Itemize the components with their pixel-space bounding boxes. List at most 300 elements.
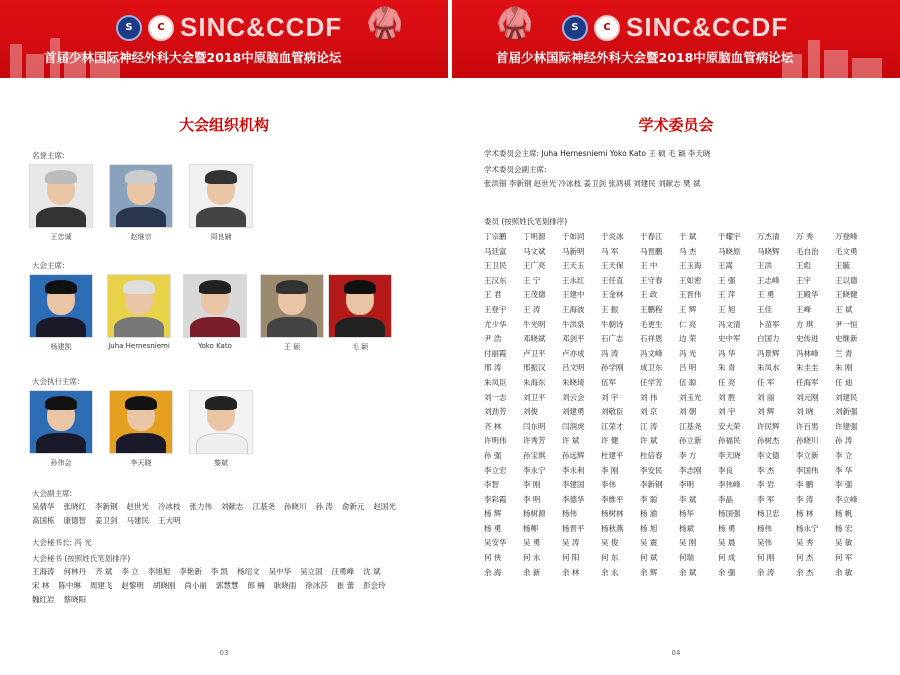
member-name: 丁明源 <box>523 232 546 241</box>
member-name: 任 军 <box>757 377 775 387</box>
secretary-name: 李 凯 <box>210 567 229 576</box>
member-name: 马晓辉 <box>757 246 780 256</box>
vice-chair-name: 赵世光 <box>126 502 149 511</box>
person-photo <box>183 274 247 338</box>
member-name: 许建强 <box>835 421 858 431</box>
member-name: 王任直 <box>601 275 624 285</box>
member-name: 李建国 <box>562 480 585 490</box>
member-name: 冯景辉 <box>757 348 780 358</box>
secretaries-list <box>32 565 412 607</box>
member-name: 孙宝琪 <box>523 450 546 460</box>
person-name: 孙伟会 <box>50 459 72 467</box>
member-name: 牛洪泉 <box>562 319 585 329</box>
member-name: 李晶 <box>718 494 733 504</box>
member-name: 马廷富 <box>484 246 507 256</box>
member-name: 王彪 <box>796 261 811 271</box>
vice-chair-name: 高国栋 <box>32 516 55 525</box>
member-name: 余 强 <box>718 567 736 577</box>
member-name: 何 东 <box>601 553 619 563</box>
member-name: 杨伟 <box>757 523 772 533</box>
member-name: 王以德 <box>835 275 858 285</box>
member-name: 吕 明 <box>679 363 697 373</box>
member-name: 李 刚 <box>601 465 619 475</box>
member-name: 李 军 <box>757 494 775 504</box>
secretary-name: 齐 斌 <box>95 567 113 576</box>
member-name: 杨树林 <box>601 509 624 519</box>
secretary-name: 崔 蕾 <box>336 581 355 590</box>
secretary-name: 彭会玲 <box>363 581 386 590</box>
member-name: 闫润虎 <box>562 421 585 431</box>
member-name: 孙立新 <box>679 436 702 446</box>
member-name: 冯 涛 <box>601 348 619 358</box>
person-card <box>109 164 173 242</box>
member-name: 李智 <box>484 480 499 490</box>
person-name: Yoko Kato <box>198 342 232 350</box>
vice-chair-name: 姜卫剑 <box>95 516 118 525</box>
member-name: 王 宁 <box>523 275 541 285</box>
member-name: 成卫东 <box>640 363 663 373</box>
member-name: 朱 刚 <box>835 363 853 373</box>
member-name: 何 杰 <box>796 553 814 563</box>
member-name: 吴 敏 <box>835 538 853 548</box>
conference-subtitle: 首届少林国际神经外科大会暨2018中原脑血管病论坛 <box>496 50 794 65</box>
person-card <box>260 274 324 352</box>
member-name: 毛自治 <box>796 246 819 256</box>
member-name: 李 岩 <box>757 480 775 490</box>
member-name: 史继新 <box>835 334 858 344</box>
person-card <box>328 274 392 352</box>
member-name: 王建中 <box>562 290 585 300</box>
member-name: 邢振汉 <box>523 363 546 373</box>
member-name: 毛更生 <box>640 319 663 329</box>
martial-arts-figure-icon: 🥋 <box>496 6 534 41</box>
member-name: 尹 浩 <box>484 334 502 344</box>
member-name: 卢亦成 <box>562 348 585 358</box>
member-name: 孙 涛 <box>835 436 853 446</box>
secretary-name: 周建飞 <box>89 581 113 590</box>
member-name: 何 斌 <box>640 553 658 563</box>
member-name: 李立峰 <box>835 494 858 504</box>
person-photo <box>189 390 253 454</box>
members-label: 委员 (按照姓氏笔划排序) <box>484 217 568 226</box>
member-name: 兰 青 <box>835 348 853 358</box>
member-name: 王玉海 <box>679 261 702 271</box>
sinc-logo-icon: S <box>116 15 142 41</box>
vice-chair-name: 冷冰枝 <box>158 502 181 511</box>
member-name: 李 杰 <box>757 465 775 475</box>
member-name: 刘玉光 <box>679 392 702 402</box>
member-name: 余 涛 <box>757 567 775 577</box>
ccdf-logo-icon: C <box>148 15 174 41</box>
member-name: 吴 俊 <box>601 538 619 548</box>
member-name: 许明伟 <box>484 436 507 446</box>
member-name: 余 林 <box>562 567 580 577</box>
person-photo <box>29 274 93 338</box>
member-name: 何 刚 <box>757 553 775 563</box>
member-name: 刘云会 <box>562 392 585 402</box>
member-name: 王晋伟 <box>679 290 702 300</box>
member-name: 孙远辉 <box>562 450 585 460</box>
member-name: 牛朝诗 <box>601 319 624 329</box>
member-name: 吴 刚 <box>679 538 697 548</box>
member-name: 王毓 <box>835 261 850 271</box>
member-name: 马文斌 <box>523 246 546 256</box>
member-name: 尤少华 <box>484 319 507 329</box>
member-name: 余 永 <box>601 567 619 577</box>
member-name: 何瑞 <box>679 553 694 563</box>
member-name: 李 斌 <box>679 494 697 504</box>
member-name: 王 涛 <box>523 304 541 314</box>
left-banner <box>0 0 448 78</box>
honorary-chair-label: 名誉主席: <box>32 151 65 160</box>
member-name: 何 侠 <box>484 553 502 563</box>
secretary-name: 耿晓雨 <box>273 581 297 590</box>
martial-arts-figure-icon: 🥋 <box>366 6 404 41</box>
member-name: 朱 青 <box>718 363 736 373</box>
member-name: 李永利 <box>562 465 585 475</box>
member-name: 万杰清 <box>757 232 780 241</box>
member-name: 余 斌 <box>679 567 697 577</box>
member-name: 李立宏 <box>484 465 507 475</box>
member-name: 任学芳 <box>640 377 663 387</box>
person-name: 王 硕 <box>283 343 301 351</box>
member-name: 史中军 <box>718 334 741 344</box>
member-name: 王登宇 <box>484 304 507 314</box>
person-card <box>104 274 174 350</box>
secretary-name: 魏红岩 <box>32 595 55 604</box>
member-name: 朱海东 <box>523 377 546 387</box>
secretary-name: 郎 楠 <box>247 581 265 590</box>
member-name: 杨 帆 <box>835 509 853 519</box>
member-name: 石祥恩 <box>640 334 663 344</box>
member-name: 王 振 <box>601 304 619 314</box>
person-card <box>29 164 93 242</box>
vice-chair-name: 孙 涛 <box>315 502 333 511</box>
member-name: 许百男 <box>796 421 819 431</box>
member-name: 王殿华 <box>796 290 819 300</box>
member-name: 李明 <box>679 480 694 490</box>
secretary-name: 胡晓刚 <box>152 581 176 590</box>
member-name: 王天玉 <box>562 261 585 271</box>
person-name: Juha Hernesniemi <box>108 342 170 350</box>
secretary-general-label: 大会秘书长: 冯 光 <box>32 538 92 547</box>
member-name: 吴 勇 <box>523 538 541 548</box>
member-name: 刘敬臣 <box>601 407 624 417</box>
academic-vice-chairs-label: 学术委员会副主席: <box>484 165 547 174</box>
member-name: 李彩霞 <box>484 494 507 504</box>
person-photo <box>189 164 253 228</box>
member-name: 江 涛 <box>640 421 658 431</box>
member-name: 吴 晨 <box>718 538 736 548</box>
person-photo <box>109 164 173 228</box>
member-name: 孙树杰 <box>757 436 780 446</box>
secretary-name: 杨绍文 <box>237 567 260 576</box>
vice-chair-name: 马建民 <box>126 516 149 525</box>
member-name: 李伟 <box>601 480 616 490</box>
member-name: 杨 旭 <box>640 523 658 533</box>
vice-chair-name: 赵国光 <box>373 502 396 511</box>
member-name: 万登峰 <box>835 232 858 241</box>
member-name: 王天保 <box>601 261 624 271</box>
page-number: 04 <box>671 649 681 657</box>
member-name: 刘 丽 <box>757 392 775 402</box>
member-name: 刘建勇 <box>562 407 585 417</box>
page-title: 大会组织机构 <box>178 116 269 134</box>
member-name: 王 勇 <box>757 290 775 300</box>
secretary-name: 宋 林 <box>32 581 50 590</box>
member-name: 杜倍春 <box>640 450 663 460</box>
member-name: 任 迪 <box>835 377 853 387</box>
member-name: 杨 渝 <box>640 509 658 519</box>
person-card <box>109 390 173 468</box>
member-name: 马晓原 <box>718 246 741 256</box>
member-name: 王 萍 <box>718 290 736 300</box>
member-name: 杨 勇 <box>484 523 502 533</box>
member-name: 杨 辉 <box>484 509 502 519</box>
page-number: 03 <box>219 649 229 657</box>
member-name: 马 杰 <box>679 246 697 256</box>
vice-chair-name: 孙晓川 <box>284 502 307 511</box>
secretary-name: 王海涛 <box>32 567 55 576</box>
member-name: 毛文勇 <box>835 246 858 256</box>
vice-chair-name: 王大明 <box>158 516 181 525</box>
person-card <box>183 274 247 350</box>
member-name: 付丽霞 <box>484 348 507 358</box>
member-name: 何 永 <box>523 553 541 563</box>
vice-chair-name: 康德智 <box>63 516 86 525</box>
member-name: 刘 胜 <box>718 392 736 402</box>
person-name: 王忠诚 <box>50 233 72 241</box>
member-name: 杨 林 <box>796 509 814 519</box>
member-name: 李伟峰 <box>718 480 741 490</box>
member-name: 杜建平 <box>601 450 624 460</box>
member-name: 伍军 <box>601 377 616 387</box>
member-name: 杨伟 <box>562 509 577 519</box>
member-name: 许 健 <box>601 436 619 446</box>
member-name: 王峰 <box>796 304 811 314</box>
member-name: 王如密 <box>679 275 702 285</box>
member-name: 冯 华 <box>718 348 736 358</box>
member-name: 李德华 <box>562 494 585 504</box>
member-name: 刘 宇 <box>718 407 736 417</box>
member-name: 刘 宇 <box>601 392 619 402</box>
vice-chair-name: 吴倩华 <box>32 502 55 511</box>
member-name: 于 斌 <box>679 232 697 241</box>
member-name: 李维平 <box>601 494 624 504</box>
member-name: 王嵩 <box>718 261 733 271</box>
vice-chair-label: 大会副主席: <box>32 489 73 498</box>
person-name: 赵继宗 <box>130 233 152 241</box>
member-name: 于如同 <box>562 232 585 241</box>
member-name: 王金林 <box>601 290 624 300</box>
member-name: 王汉东 <box>484 275 507 285</box>
member-name: 杨秋燕 <box>601 523 624 533</box>
vice-chair-name: 张晓红 <box>63 502 86 511</box>
member-name: 刘新强 <box>835 407 858 417</box>
member-name: 杨 宏 <box>835 523 853 533</box>
member-name: 仁 亮 <box>679 319 697 329</box>
secretary-name: 沈 斌 <box>363 567 381 576</box>
member-name: 卢卫平 <box>523 348 546 358</box>
member-name: 刘建民 <box>835 392 858 402</box>
member-name: 边 荣 <box>679 334 697 344</box>
person-photo <box>29 390 93 454</box>
member-name: 吴 涛 <box>562 538 580 548</box>
member-name: 刘 朝 <box>679 407 697 417</box>
member-name: 冯文峰 <box>640 348 663 358</box>
member-name: 刘 京 <box>640 407 658 417</box>
secretary-name: 吴立国 <box>300 567 323 576</box>
member-name: 马 军 <box>601 246 619 256</box>
member-name: 杨晋平 <box>562 523 585 533</box>
exec-chair-label: 大会执行主席: <box>32 377 80 386</box>
member-name: 王 强 <box>718 275 736 285</box>
person-name: 李天晓 <box>130 459 152 467</box>
member-name: 冯文清 <box>718 319 741 329</box>
person-name: 杨建凯 <box>50 343 72 351</box>
member-name: 李新钢 <box>640 480 663 490</box>
vice-chair-name: 刘献志 <box>221 502 244 511</box>
member-name: 吕文明 <box>562 363 585 373</box>
secretary-name: 李艳新 <box>179 567 202 576</box>
member-name: 王守春 <box>640 275 663 285</box>
member-name: 杨华 <box>679 509 694 519</box>
person-card <box>29 390 93 468</box>
academic-chairs-list: Juha Hernesniemi Yoko Kato 王 硕 毛 颖 李天晓 <box>541 149 711 158</box>
member-name: 李 聪 <box>640 494 658 504</box>
member-name: 王广亮 <box>523 261 546 271</box>
member-name: 邓剑平 <box>562 334 585 344</box>
member-name: 李 刚 <box>523 480 541 490</box>
academic-chairs-line <box>484 148 710 159</box>
member-name: 伍 聪 <box>679 377 697 387</box>
member-name: 王鹏程 <box>640 304 663 314</box>
member-name: 刘劲芳 <box>484 407 507 417</box>
member-name: 李 强 <box>835 480 853 490</box>
members-grid <box>484 230 874 580</box>
left-page <box>0 78 448 675</box>
member-name: 杨卫忠 <box>757 509 780 519</box>
member-name: 李 涛 <box>796 494 814 504</box>
chair-label: 大会主席: <box>32 261 65 270</box>
member-name: 李立新 <box>796 450 819 460</box>
member-name: 冯林峰 <box>796 348 819 358</box>
person-photo <box>328 274 392 338</box>
member-name: 王宇 <box>796 275 811 285</box>
member-name: 李安民 <box>640 465 663 475</box>
person-name: 黎斌 <box>214 459 228 467</box>
secretary-name: 李旭旭 <box>147 567 171 576</box>
member-name: 马晋鹏 <box>640 246 663 256</box>
member-name: 冯 光 <box>679 348 697 358</box>
ccdf-logo-icon: C <box>594 15 620 41</box>
member-name: 王 斌 <box>835 304 853 314</box>
secretary-name: 李 立 <box>121 567 139 576</box>
conference-subtitle: 首届少林国际神经外科大会暨2018中原脑血管病论坛 <box>44 50 342 65</box>
secretary-name: 何林丹 <box>63 567 86 576</box>
member-name: 丁宗鹏 <box>484 232 507 241</box>
member-name: 卜苗军 <box>757 319 780 329</box>
member-name: 王卫民 <box>484 261 507 271</box>
person-photo <box>29 164 93 228</box>
brand-name: SINC&CCDF <box>626 12 789 42</box>
member-name: 余 敏 <box>835 567 853 577</box>
vice-chair-name: 张力伟 <box>189 502 212 511</box>
secretary-name: 尚小丽 <box>184 581 207 590</box>
member-name: 白国力 <box>757 334 780 344</box>
secretary-name: 徐冰莎 <box>305 581 328 590</box>
member-name: 刘 伟 <box>640 392 658 402</box>
secretary-name: 吴中华 <box>268 567 292 576</box>
member-name: 王茂德 <box>523 290 546 300</box>
member-name: 尹一恒 <box>835 319 858 329</box>
member-name: 石广志 <box>601 334 624 344</box>
member-name: 齐 林 <box>484 421 502 431</box>
member-name: 李文德 <box>757 450 780 460</box>
person-card <box>189 164 253 242</box>
secretary-name: 郭慧慧 <box>215 581 239 590</box>
member-name: 何 阳 <box>562 553 580 563</box>
member-name: 史传进 <box>796 334 819 344</box>
member-name: 刘元刚 <box>796 392 819 402</box>
person-name: 周良辅 <box>210 233 232 241</box>
academic-vice-chairs-list: 张洪钿 李新钢 赵世光 冷冰枝 姜卫剑 张鸿祺 刘建民 刘献志 樊 斌 <box>484 179 701 188</box>
brand-name: SINC&CCDF <box>180 12 343 42</box>
member-name: 于春江 <box>640 232 663 241</box>
member-name: 杨永宁 <box>796 523 819 533</box>
member-name: 杨柳 <box>523 523 538 533</box>
member-name: 朱凤臣 <box>484 377 507 387</box>
member-name: 王晓健 <box>835 290 858 300</box>
vice-chair-name: 俞新元 <box>341 502 365 511</box>
member-name: 李 明 <box>523 494 541 504</box>
member-name: 王 政 <box>640 290 658 300</box>
member-name: 牛光明 <box>523 319 546 329</box>
member-name: 马新明 <box>562 246 585 256</box>
member-name: 刘卫平 <box>523 392 546 402</box>
member-name: 李天晓 <box>718 450 741 460</box>
vice-chair-list <box>32 500 412 528</box>
member-name: 王 旭 <box>718 304 736 314</box>
member-name: 王洪 <box>757 261 772 271</box>
member-name: 邢 涛 <box>484 363 502 373</box>
member-name: 王 中 <box>640 261 658 271</box>
member-name: 余 辉 <box>640 567 658 577</box>
member-name: 王志峰 <box>757 275 780 285</box>
member-name: 邓晓斌 <box>523 334 546 344</box>
member-name: 吴伟 <box>757 538 772 548</box>
member-name: 杨国强 <box>718 509 741 519</box>
member-name: 任 亮 <box>718 377 736 387</box>
secretary-name: 赵黎明 <box>121 581 144 590</box>
vice-chair-name: 江基尧 <box>252 502 275 511</box>
member-name: 孙晓川 <box>796 436 819 446</box>
member-name: 吴安华 <box>484 538 507 548</box>
member-name: 杨斌 <box>679 523 694 533</box>
member-name: 吴 秀 <box>796 538 814 548</box>
member-name: 方 琪 <box>796 319 814 329</box>
member-name: 刘一志 <box>484 392 507 402</box>
member-name: 刘 晓 <box>796 407 814 417</box>
academic-chairs-label: 学术委员会主席: <box>484 149 540 158</box>
member-name: 许秀芳 <box>523 436 546 446</box>
member-name: 吴 震 <box>640 538 658 548</box>
member-name: 李国伟 <box>796 465 819 475</box>
member-name: 余 海 <box>484 567 502 577</box>
member-name: 李志刚 <box>679 465 702 475</box>
member-name: 李 立 <box>835 450 853 460</box>
member-name: 李 鹏 <box>796 480 814 490</box>
